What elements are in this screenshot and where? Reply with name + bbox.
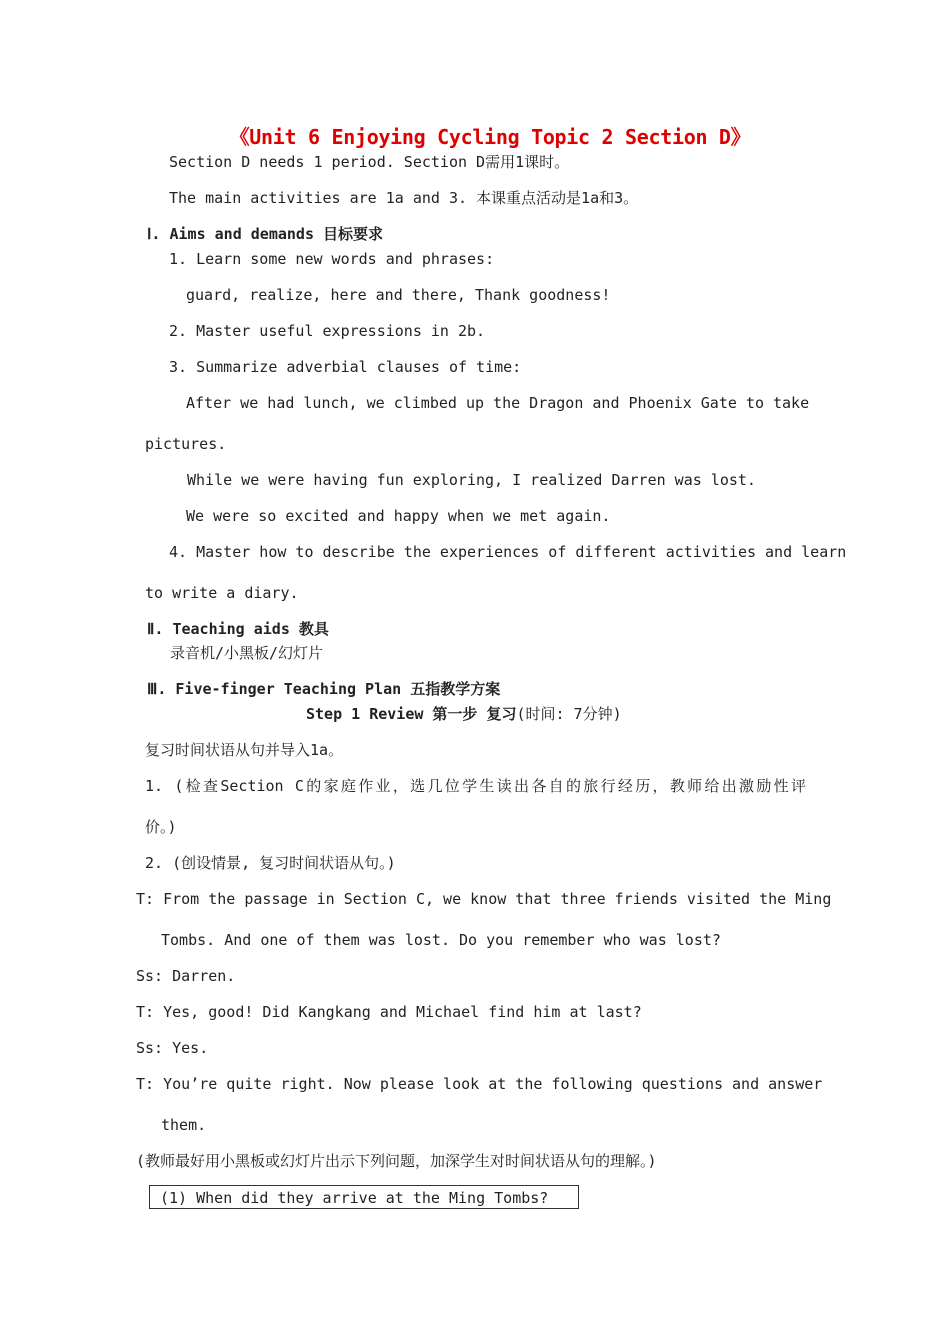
step-1-time: (时间: 7分钟) (516, 705, 622, 723)
aims-item-4-line-1: 4. Master how to describe the experiences of different activities and learn (169, 543, 847, 561)
teacher-note: (教师最好用小黑板或幻灯片出示下列问题，加深学生对时间状语从句的理解。) (136, 1152, 657, 1170)
teaching-aids-content: 录音机/小黑板/幻灯片 (170, 644, 324, 662)
step-1-point-1-line-1: 1. (检查Section C的家庭作业，选几位学生读出各自的旅行经历，教师给出激励性评 (145, 777, 806, 795)
example-sentence-1-line-2: pictures. (145, 435, 227, 453)
step-1-description: 复习时间状语从句并导入1a。 (145, 741, 344, 759)
intro-line-2: The main activities are 1a and 3. 本课重点活动是1a和3。 (169, 189, 639, 207)
aims-item-3: 3. Summarize adverbial clauses of time: (169, 358, 522, 376)
example-sentence-3: We were so excited and happy when we met again. (186, 507, 611, 525)
section-heading-teaching-plan: Ⅲ. Five-finger Teaching Plan 五指教学方案 (147, 680, 501, 698)
aims-item-4-line-2: to write a diary. (145, 584, 299, 602)
aims-item-2: 2. Master useful expressions in 2b. (169, 322, 486, 340)
step-1-point-2: 2. (创设情景, 复习时间状语从句。) (145, 854, 396, 872)
document-title: 《Unit 6 Enjoying Cycling Topic 2 Section D》 (229, 125, 751, 149)
section-heading-aims: Ⅰ. Aims and demands 目标要求 (147, 225, 384, 243)
aims-item-1-words: guard, realize, here and there, Thank goodness! (186, 286, 611, 304)
aims-item-1: 1. Learn some new words and phrases: (169, 250, 495, 268)
example-sentence-2: While we were having fun exploring, I realized Darren was lost. (187, 471, 756, 489)
dialog-students-2: Ss: Yes. (136, 1039, 209, 1057)
step-1-heading (306, 704, 622, 724)
intro-line-1: Section D needs 1 period. Section D需用1课时。 (169, 153, 570, 171)
dialog-teacher-1-line-1: T: From the passage in Section C, we know that three friends visited the Ming (136, 890, 832, 908)
dialog-teacher-1-line-2: Tombs. And one of them was lost. Do you remember who was lost? (161, 931, 721, 949)
dialog-students-1: Ss: Darren. (136, 967, 236, 985)
example-sentence-1-line-1: After we had lunch, we climbed up the Dragon and Phoenix Gate to take (186, 394, 810, 412)
section-heading-teaching-aids: Ⅱ. Teaching aids 教具 (147, 620, 329, 638)
step-1-title: Step 1 Review 第一步 复习 (306, 705, 517, 723)
question-1: (1) When did they arrive at the Ming Tombs? (160, 1189, 549, 1207)
question-box (149, 1185, 579, 1209)
dialog-teacher-3-line-1: T: You’re quite right. Now please look at the following questions and answer (136, 1075, 823, 1093)
dialog-teacher-3-line-2: them. (161, 1116, 207, 1134)
step-1-point-1-line-2: 价。) (145, 818, 177, 836)
dialog-teacher-2: T: Yes, good! Did Kangkang and Michael find him at last? (136, 1003, 642, 1021)
